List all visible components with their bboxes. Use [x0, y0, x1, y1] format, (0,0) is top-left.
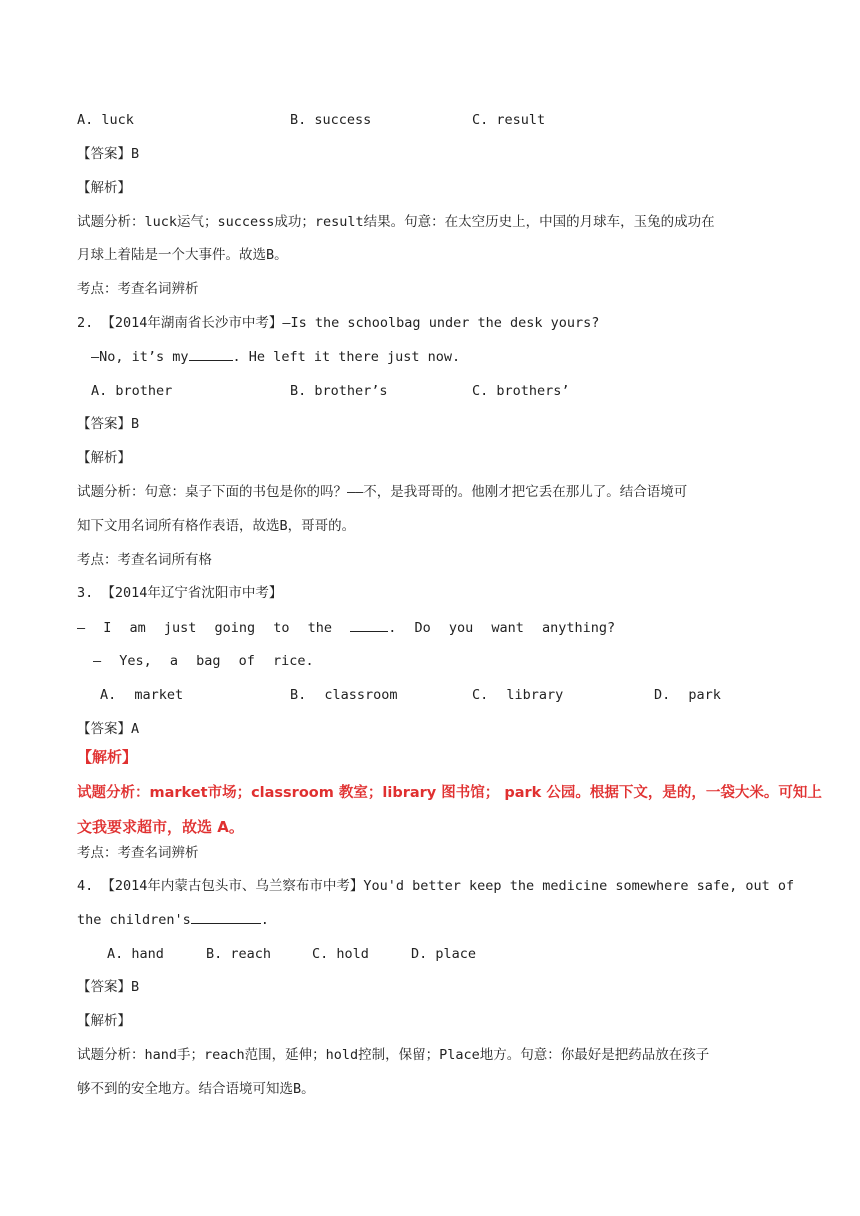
q3-analysis-label: 【解析】: [77, 748, 138, 766]
q1-analysis-line2: 月球上着陆是一个大事件。故选B。: [77, 247, 288, 263]
q3-option-a: A. market: [100, 687, 184, 703]
q3-option-c: C. library: [472, 687, 564, 703]
q4-blank: [191, 911, 261, 924]
q2-reply-end: . He left it there just now.: [232, 349, 461, 365]
q2-blank: [189, 348, 233, 361]
q4-stem-line2-start: the children's: [77, 912, 191, 928]
q2-reply: [91, 348, 460, 366]
q4-option-a: A. hand: [107, 946, 164, 962]
q3-option-d: D. park: [654, 687, 721, 703]
q1-option-c: C. result: [472, 112, 546, 128]
q1-analysis-label: 【解析】: [77, 180, 131, 196]
q4-analysis-line2: 够不到的安全地方。结合语境可知选B。: [77, 1081, 315, 1097]
q2-answer: 【答案】B: [77, 416, 140, 432]
q2-option-b: B. brother’s: [290, 383, 388, 399]
q4-option-d: D. place: [411, 946, 477, 962]
q2-analysis-line2: 知下文用名词所有格作表语，故选B，哥哥的。: [77, 518, 356, 534]
q2-point: 考点：考查名词所有格: [77, 552, 212, 568]
q3-line1-end: . Do you want anything?: [388, 620, 616, 636]
q4-analysis-line1: 试题分析：hand手；reach范围，延伸；hold控制，保留；Place地方。句意：你最好是把药品放在孩子: [77, 1047, 710, 1063]
q1-option-b: B. success: [290, 112, 372, 128]
q3-blank: [350, 619, 388, 632]
q1-analysis-line1: 试题分析：luck运气；success成功；result结果。句意：在太空历史上，中国的月球车，玉兔的成功在: [77, 214, 715, 230]
q3-point: 考点：考查名词辨析: [77, 845, 199, 861]
q3-stem: 3. 【2014年辽宁省沈阳市中考】: [77, 585, 283, 601]
q3-answer: 【答案】A: [77, 721, 140, 737]
q1-answer: 【答案】B: [77, 146, 140, 162]
q3-analysis-line1: 试题分析：market市场；classroom 教室；library 图书馆； park 公园。根据下文，是的，一袋大米。可知上: [77, 785, 822, 801]
q2-stem: 2. 【2014年湖南省长沙市中考】—Is the schoolbag under the desk yours?: [77, 315, 600, 331]
q1-point: 考点：考查名词辨析: [77, 281, 199, 297]
q4-analysis-label: 【解析】: [77, 1013, 131, 1029]
q3-option-b: B. classroom: [290, 687, 398, 703]
q3-analysis-line2: 文我要求超市，故选 A。: [77, 818, 244, 836]
q1-option-a: A. luck: [77, 112, 134, 128]
q2-reply-start: —No, it’s my: [91, 349, 189, 365]
q4-stem: 4. 【2014年内蒙古包头市、乌兰察布市中考】You'd better keep the medicine somewhere safe, out of: [77, 878, 795, 894]
q4-option-c: C. hold: [312, 946, 369, 962]
q2-analysis-label: 【解析】: [77, 450, 131, 466]
q4-stem-line2-end: .: [260, 912, 269, 928]
q4-option-b: B. reach: [206, 946, 272, 962]
q2-option-c: C. brothers’: [472, 383, 570, 399]
q3-line1-start: — I am just going to the: [77, 620, 333, 636]
q3-line1: [77, 619, 615, 637]
q2-analysis-line1: 试题分析：句意：桌子下面的书包是你的吗？——不，是我哥哥的。他刚才把它丢在那儿了。结合语境可: [77, 484, 688, 500]
q2-option-a: A. brother: [91, 383, 173, 399]
q4-answer: 【答案】B: [77, 979, 140, 995]
q3-line2: — Yes, a bag of rice.: [93, 653, 314, 669]
q4-stem-line2: [77, 911, 269, 929]
